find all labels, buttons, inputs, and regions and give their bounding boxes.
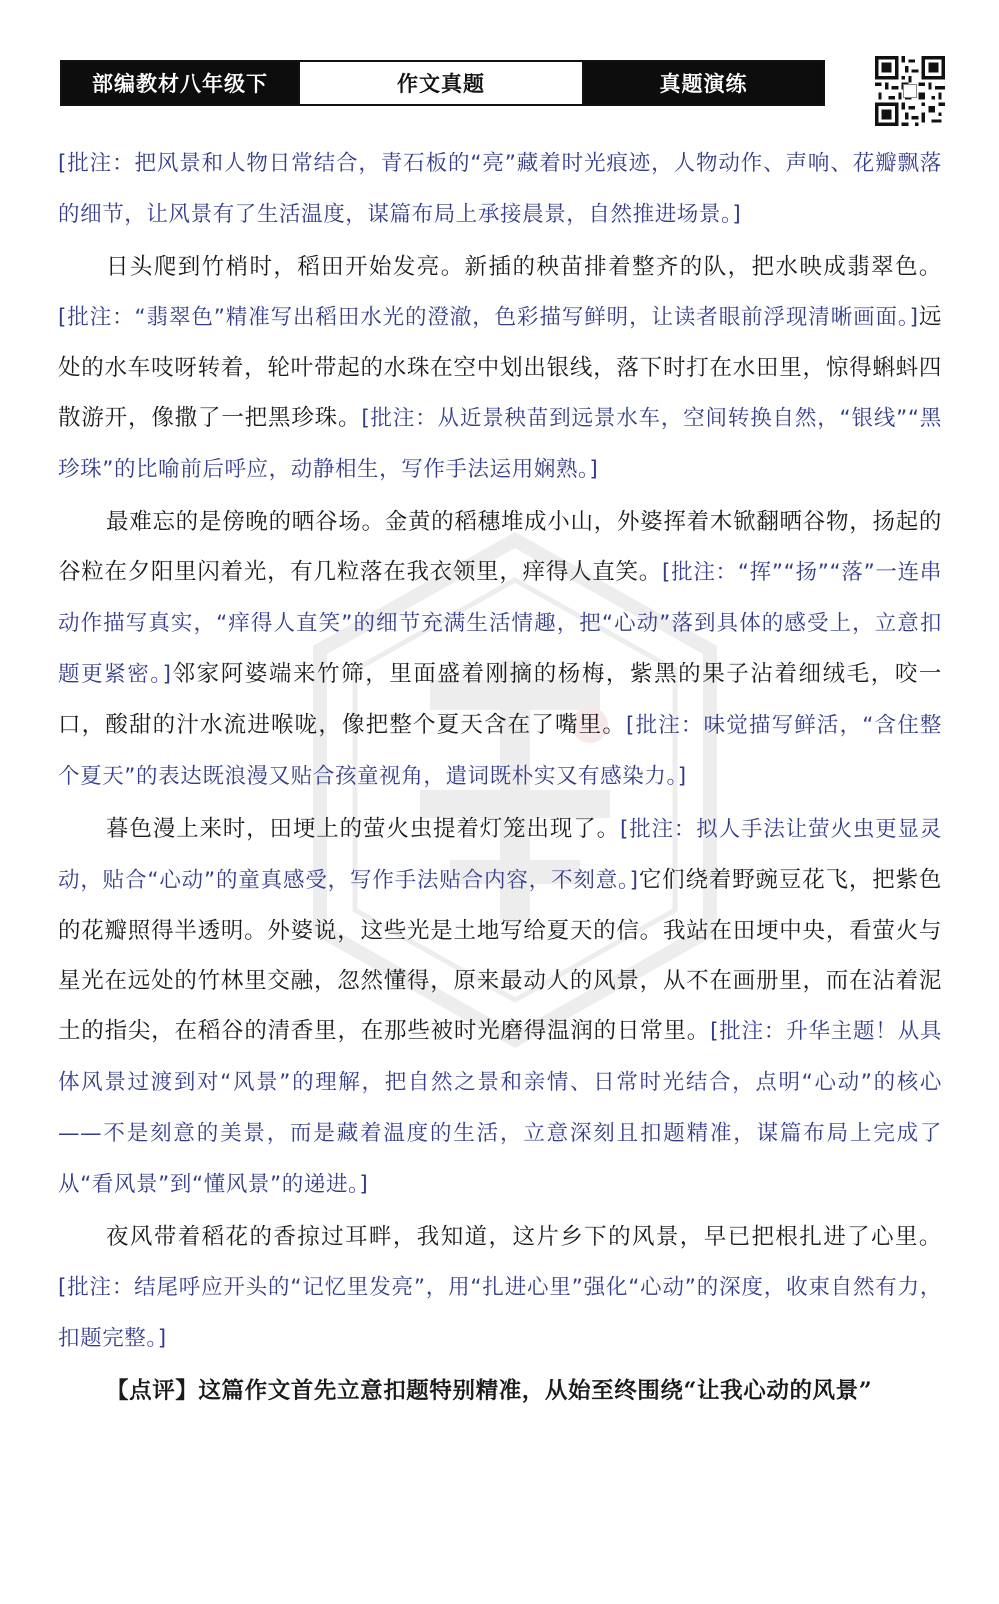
review-label: 【点评】 xyxy=(106,1378,199,1404)
essay-text: 暮色漫上来时，田埂上的萤火虫提着灯笼出现了。 xyxy=(106,816,620,842)
review-text: 这篇作文首先立意扣题特别精准，从始至终围绕“让我心动的风景” xyxy=(198,1378,873,1404)
annotation: [批注：升华主题！从具体风景过渡到对“风景”的理解，把自然之景和亲情、日常时光结合，点明“心动”的核心——不是刻意的美景，而是藏着温度的生活，立意深刻且扣题精准，谋篇布局上完成了从“看风景”到“懂风景”的递进。] xyxy=(58,1019,942,1197)
essay-body xyxy=(58,138,942,1418)
header-tab-essay: 作文真题 xyxy=(298,62,584,104)
essay-text: 远处的水车吱呀转着，轮叶带起的水珠在空中划出银线，落下时打在水田里，惊得蝌蚪四散游开，像撒了一把黑珍珠。 xyxy=(58,304,942,431)
header-tab-practice: 真题演练 xyxy=(584,62,823,104)
paragraph-4 xyxy=(58,1212,942,1364)
essay-text: 最难忘的是傍晚的晒谷场。金黄的稻穗堆成小山，外婆挥着木锨翻晒谷物，扬起的谷粒在夕阳里闪着光，有几粒落在我衣领里，痒得人直笑。 xyxy=(58,509,942,585)
annotation: [批注：“挥”“扬”“落”一连串动作描写真实，“痒得人直笑”的细节充满生活情趣，把“心动”落到具体的感受上，立意扣题更紧密。] xyxy=(58,560,942,687)
paragraph-3 xyxy=(58,804,942,1210)
header-bar xyxy=(60,60,825,106)
annotation: [批注：“翡翠色”精准写出稻田水光的澄澈，色彩描写鲜明，让读者眼前浮现清晰画面。] xyxy=(58,305,919,330)
annotation: [批注：味觉描写鲜活，“含住整个夏天”的表达既浪漫又贴合孩童视角，遣词既朴实又有感染力。] xyxy=(58,713,943,789)
essay-text: 夜风带着稻花的香掠过耳畔，我知道，这片乡下的风景，早已把根扎进了心里。 xyxy=(106,1224,942,1250)
review-paragraph xyxy=(58,1366,942,1416)
header-tab-textbook: 部编教材八年级下 xyxy=(62,62,298,104)
annotation: [批注：把风景和人物日常结合，青石板的“亮”藏着时光痕迹，人物动作、声响、花瓣飘落的细节，让风景有了生活温度，谋篇布局上承接晨景，自然推进场景。] xyxy=(58,151,942,227)
qr-code-icon[interactable] xyxy=(875,56,945,126)
annotation: [批注：拟人手法让萤火虫更显灵动，贴合“心动”的童真感受，写作手法贴合内容，不刻意。] xyxy=(58,817,943,893)
paragraph-1 xyxy=(58,242,942,495)
essay-text: 日头爬到竹梢时，稻田开始发亮。新插的秧苗排着整齐的队，把水映成翡翠色。 xyxy=(106,254,942,280)
essay-text: 它们绕着野豌豆花飞，把紫色的花瓣照得半透明。外婆说，这些光是土地写给夏天的信。我站在田埂中央，看萤火与星光在远处的竹林里交融，忽然懂得，原来最动人的风景，从不在画册里，而在沾着泥土的指尖，在稻谷的清香里，在那些被时光磨得温润的日常里。 xyxy=(58,867,942,1044)
paragraph-0 xyxy=(58,138,942,240)
annotation: [批注：从近景秧苗到远景水车，空间转换自然，“银线”“黑珍珠”的比喻前后呼应，动静相生，写作手法运用娴熟。] xyxy=(58,406,942,482)
essay-text: 邻家阿婆端来竹筛，里面盛着刚摘的杨梅，紫黑的果子沾着细绒毛，咬一口，酸甜的汁水流进喉咙，像把整个夏天含在了嘴里。 xyxy=(58,661,943,738)
annotation: [批注：结尾呼应开头的“记忆里发亮”，用“扎进心里”强化“心动”的深度，收束自然有力，扣题完整。] xyxy=(58,1275,942,1351)
paragraph-2 xyxy=(58,497,942,802)
